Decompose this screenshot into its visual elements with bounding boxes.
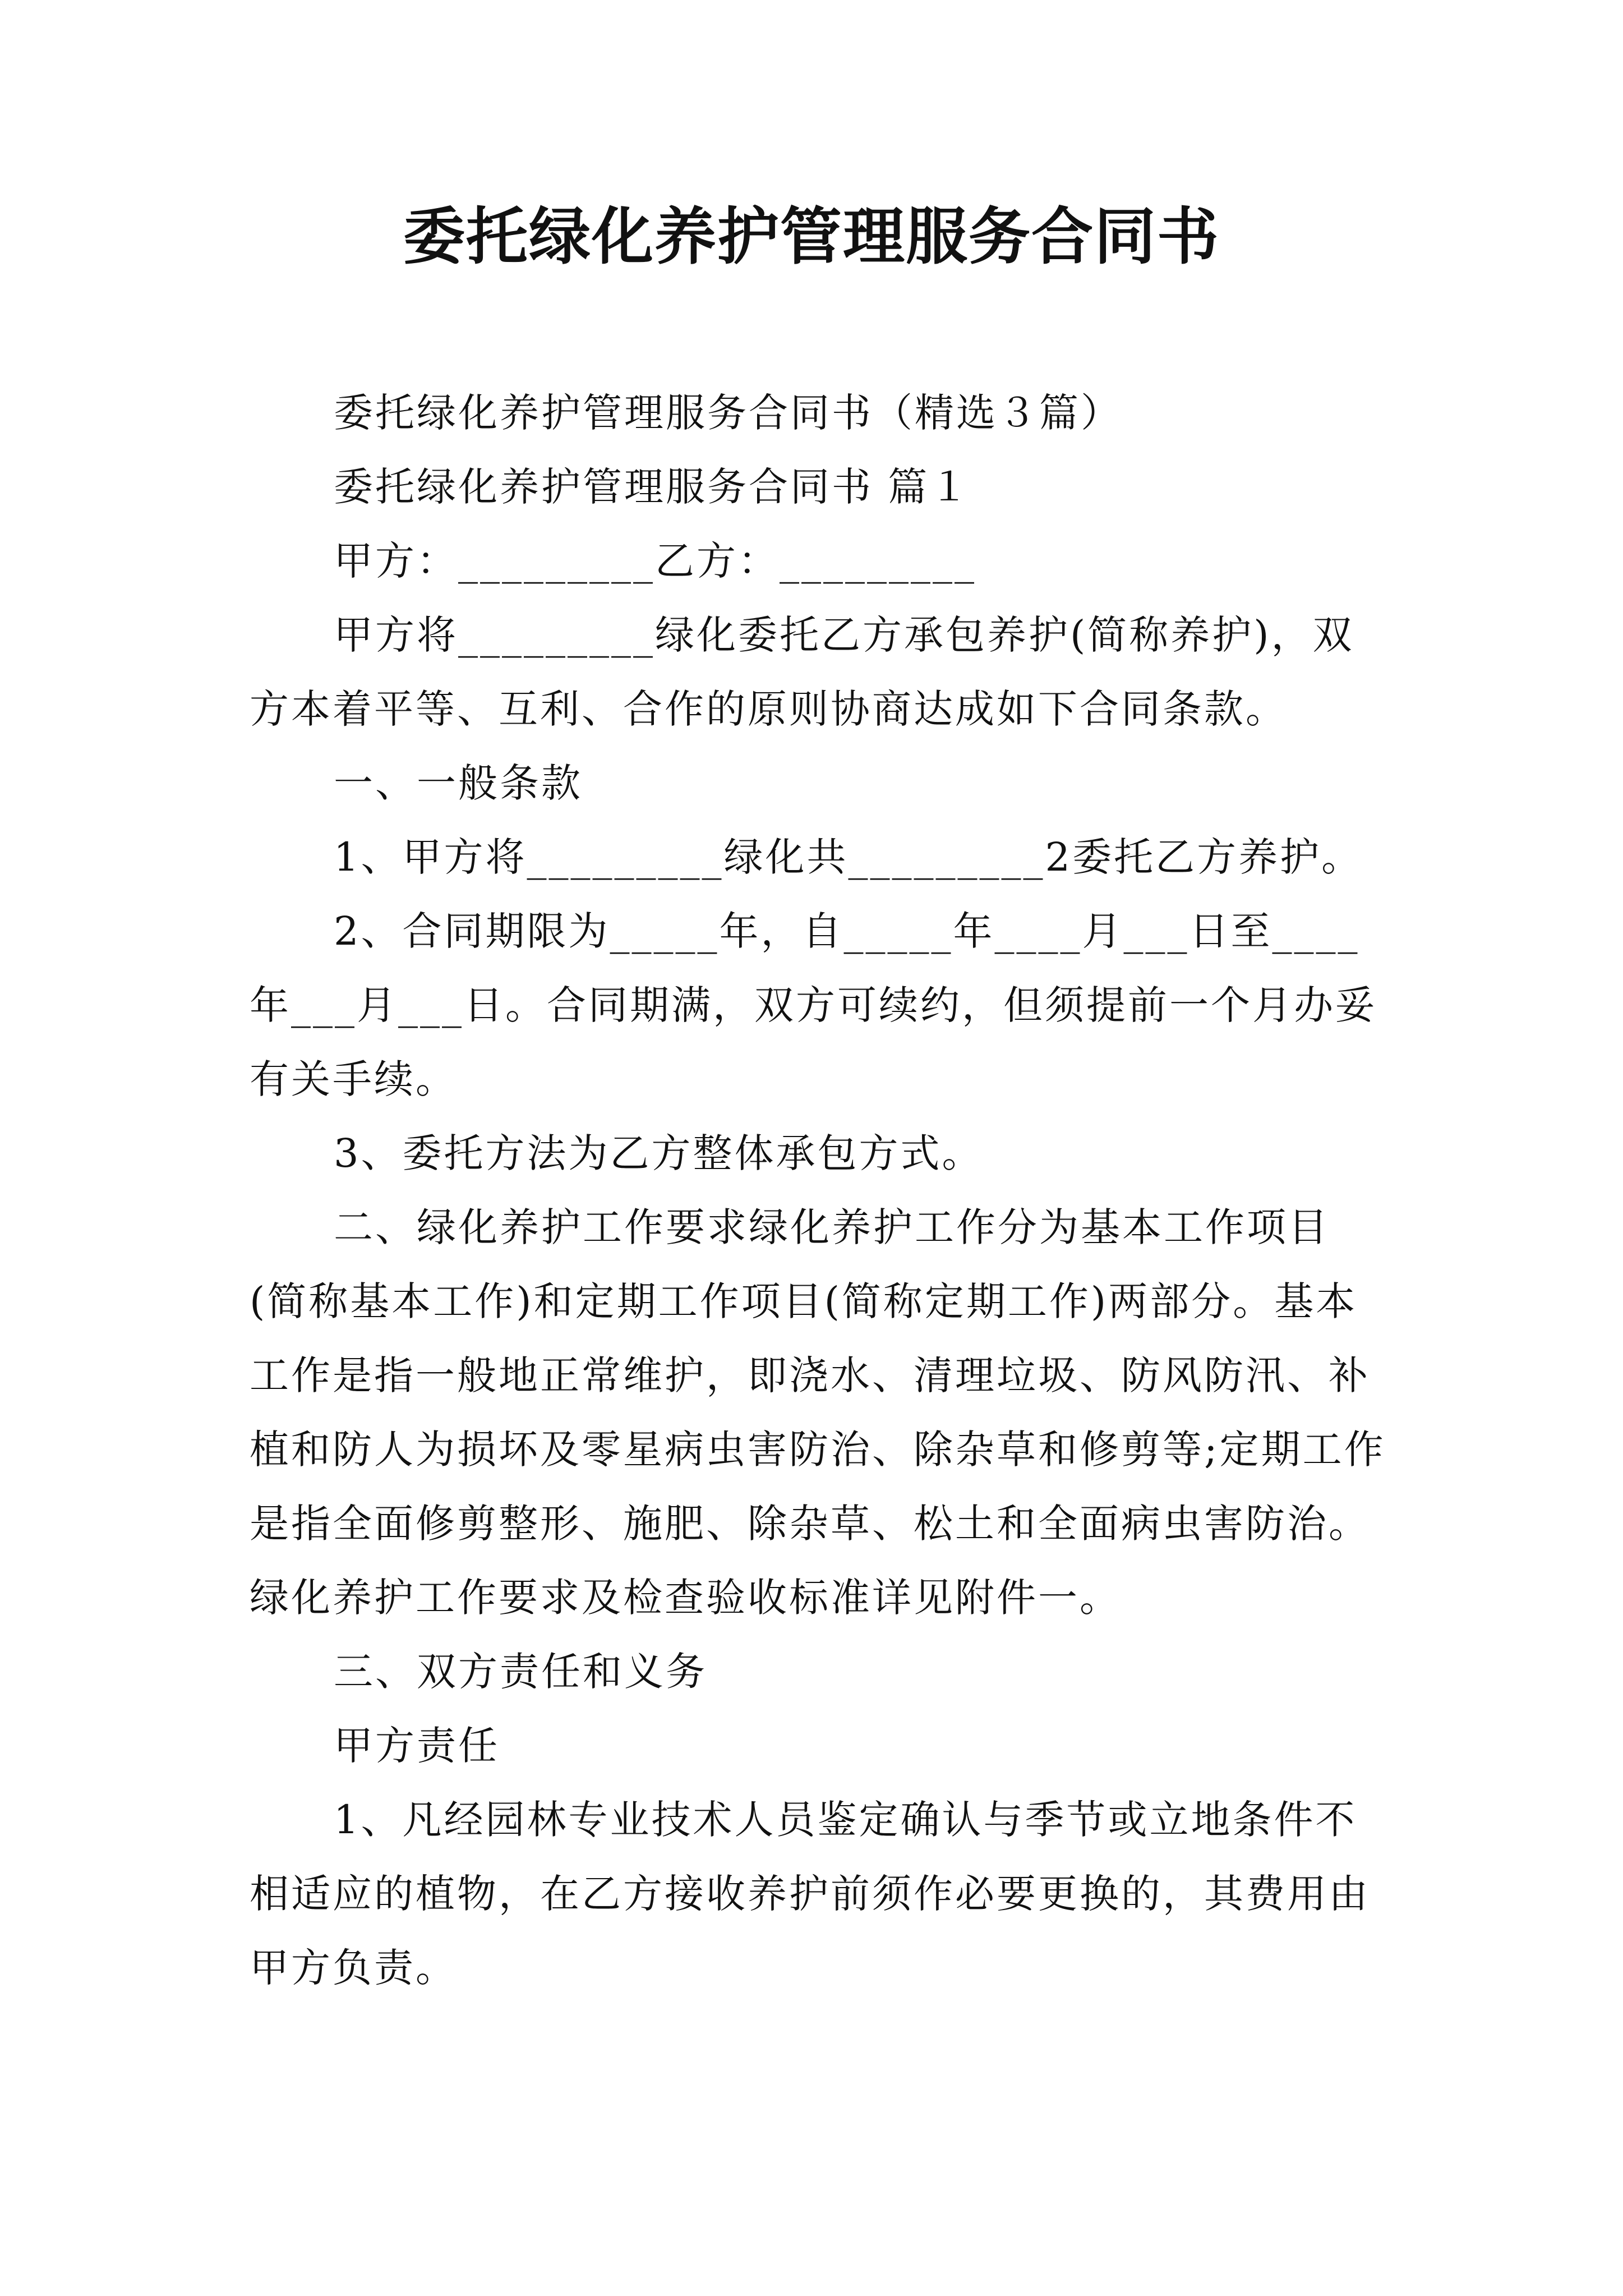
paragraph-party-a-heading: 甲方责任 <box>334 1723 500 1769</box>
paragraph-clause-2: 2、合同期限为_____年，自_____年____月___日至____年___月___日。合同期满，双方可续约，但须提前一个月办妥有关手续。 <box>250 908 1377 1102</box>
document-body <box>250 376 1388 2005</box>
paragraph-heading-general: 一、一般条款 <box>334 760 583 806</box>
paragraph-heading-responsibilities: 三、双方责任和义务 <box>334 1649 707 1695</box>
paragraph-clause-1: 1、甲方将_________绿化共_________2委托乙方养护。 <box>334 834 1363 880</box>
paragraph-section-heading: 委托绿化养护管理服务合同书 篇１ <box>334 464 971 510</box>
paragraph-party-a-clause-1: 1、凡经园林专业技术人员鉴定确认与季节或立地条件不相适应的植物，在乙方接收养护前须作必要更换的，其费用由甲方负责。 <box>250 1797 1370 1991</box>
document-title: 委托绿化养护管理服务合同书 <box>403 201 1220 273</box>
paragraph-parties: 甲方：_________乙方：_________ <box>334 538 976 584</box>
paragraph-preamble: 甲方将_________绿化委托乙方承包养护(简称养护)，双方本着平等、互利、合作的原则协商达成如下合同条款。 <box>250 612 1354 732</box>
paragraph-subtitle: 委托绿化养护管理服务合同书（精选３篇） <box>334 390 1122 436</box>
paragraph-clause-3: 3、委托方法为乙方整体承包方式。 <box>334 1130 984 1176</box>
paragraph-work-requirements: 二、绿化养护工作要求绿化养护工作分为基本工作项目(简称基本工作)和定期工作项目(简称定期工作)两部分。基本工作是指一般地正常维护，即浇水、清理垃圾、防风防汛、补植和防人为损坏及零星病虫害防治、除杂草和修剪等;定期工作是指全面修剪整形、施肥、除杂草、松土和全面病虫害防治。绿化养护工作要求及检查验收标准详见附件一。 <box>250 1204 1386 1621</box>
